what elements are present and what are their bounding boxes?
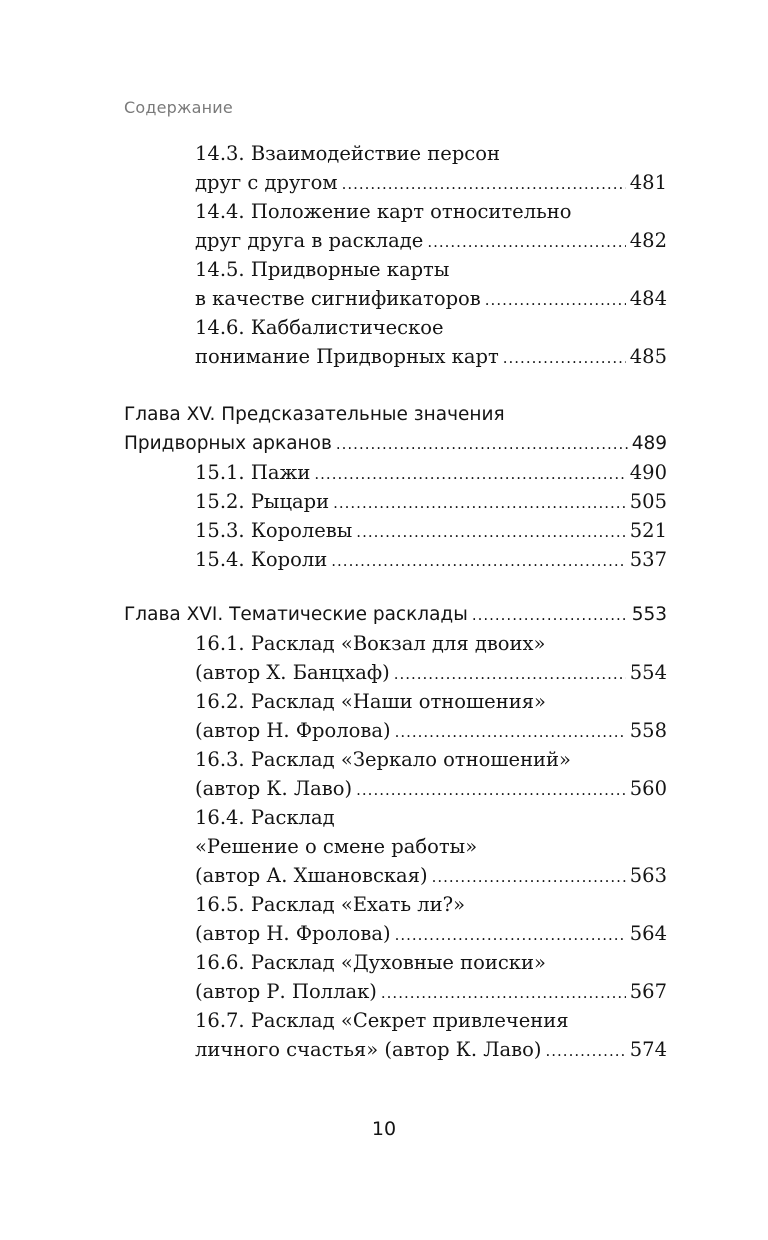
toc-line: [195, 658, 667, 687]
chapter-title: Глава XVI. Тематические расклады: [124, 604, 468, 625]
toc-page-number: 563: [629, 864, 667, 887]
chapter-heading: [124, 429, 667, 458]
toc-line: [195, 284, 667, 313]
toc-page-number: 505: [629, 490, 667, 513]
toc-page-number: 484: [629, 287, 667, 310]
toc-entry-text: 16.7. Расклад «Секрет привлечения: [195, 1009, 569, 1032]
chapter-heading: [124, 600, 667, 629]
toc-line: [195, 516, 667, 545]
toc-line: [195, 861, 667, 890]
toc-line: [195, 1006, 667, 1035]
chapter-heading: [124, 400, 667, 429]
dot-leader: [432, 863, 626, 892]
toc-line: [195, 716, 667, 745]
toc-line: [195, 919, 667, 948]
toc-entry-text: 15.3. Королевы: [195, 519, 353, 542]
toc-entry-text: 16.3. Расклад «Зеркало отношений»: [195, 748, 571, 771]
toc-line: [195, 487, 667, 516]
toc-entry-text: (автор К. Лаво): [195, 777, 353, 800]
dot-leader: [503, 344, 626, 373]
toc-page-number: 574: [629, 1038, 667, 1061]
toc-page-number: 537: [629, 548, 667, 571]
chapter-title: Придворных арканов: [124, 433, 332, 454]
toc-entry-text: 16.1. Расклад «Вокзал для двоих»: [195, 632, 546, 655]
toc-line: [195, 890, 667, 919]
chapter-page-number: 489: [631, 433, 667, 454]
chapter-page-number: 553: [631, 604, 667, 625]
toc-page-number: 564: [629, 922, 667, 945]
toc-line: [195, 313, 667, 342]
toc-entry-text: (автор А. Хшановская): [195, 864, 428, 887]
toc-entry-text: 15.2. Рыцари: [195, 490, 330, 513]
dot-leader: [472, 601, 628, 630]
dot-leader: [395, 718, 626, 747]
toc-line: [195, 139, 667, 168]
toc-entry-text: (автор Р. Поллак): [195, 980, 377, 1003]
toc-entry-text: 14.5. Придворные карты: [195, 258, 450, 281]
toc-entry-text: 14.3. Взаимодействие персон: [195, 142, 500, 165]
toc-page-number: 558: [629, 719, 667, 742]
dot-leader: [394, 660, 626, 689]
toc-line: [195, 745, 667, 774]
dot-leader: [356, 776, 626, 805]
toc-line: [195, 948, 667, 977]
toc-line: [195, 458, 667, 487]
toc-entry-text: 16.4. Расклад: [195, 806, 335, 829]
running-head: Содержание: [124, 98, 233, 117]
toc-line: [195, 255, 667, 284]
toc-line: [195, 774, 667, 803]
toc-entry-text: 14.6. Каббалистическое: [195, 316, 444, 339]
dot-leader: [342, 170, 626, 199]
toc-page-number: 490: [629, 461, 667, 484]
toc-entry-text: личного счастья» (автор К. Лаво): [195, 1038, 542, 1061]
toc-entry-text: «Решение о смене работы»: [195, 835, 478, 858]
toc-entry-text: (автор Н. Фролова): [195, 922, 391, 945]
toc-line: [195, 226, 667, 255]
toc-entry-text: 14.4. Положение карт относительно: [195, 200, 572, 223]
toc-page-number: 482: [629, 229, 667, 252]
dot-leader: [485, 286, 626, 315]
toc-entry-text: в качестве сигнификаторов: [195, 287, 481, 310]
toc-page-number: 481: [629, 171, 667, 194]
toc-page-number: 554: [629, 661, 667, 684]
toc-entry-text: понимание Придворных карт: [195, 345, 499, 368]
toc-line: [195, 832, 667, 861]
chapter-title: Глава XV. Предсказательные значения: [124, 404, 505, 425]
toc-page-number: 567: [629, 980, 667, 1003]
dot-leader: [333, 489, 626, 518]
toc-entry-text: друг друга в раскладе: [195, 229, 424, 252]
toc-entry-text: 15.4. Короли: [195, 548, 328, 571]
dot-leader: [314, 460, 625, 489]
toc-entry-text: 15.1. Пажи: [195, 461, 311, 484]
toc-line: [195, 168, 667, 197]
toc-line: [195, 545, 667, 574]
dot-leader: [395, 921, 626, 950]
toc-line: [195, 629, 667, 658]
toc-entry-text: (автор Н. Фролова): [195, 719, 391, 742]
dot-leader: [331, 547, 626, 576]
toc-entry-text: друг с другом: [195, 171, 338, 194]
toc-entry-text: 16.6. Расклад «Духовные поиски»: [195, 951, 546, 974]
toc-line: [195, 1035, 667, 1064]
toc-entry-text: (автор Х. Банцхаф): [195, 661, 390, 684]
dot-leader: [356, 518, 625, 547]
toc-page-number: 560: [629, 777, 667, 800]
dot-leader: [546, 1037, 626, 1066]
toc-line: [195, 977, 667, 1006]
toc-line: [195, 803, 667, 832]
toc-line: [195, 197, 667, 226]
toc-page-number: 521: [629, 519, 667, 542]
dot-leader: [381, 979, 626, 1008]
toc-entry-text: 16.5. Расклад «Ехать ли?»: [195, 893, 466, 916]
page-number: 10: [371, 1118, 397, 1140]
toc-line: [195, 342, 667, 371]
dot-leader: [336, 430, 628, 459]
toc-line: [195, 687, 667, 716]
toc-entry-text: 16.2. Расклад «Наши отношения»: [195, 690, 546, 713]
toc-page-number: 485: [629, 345, 667, 368]
dot-leader: [427, 228, 625, 257]
